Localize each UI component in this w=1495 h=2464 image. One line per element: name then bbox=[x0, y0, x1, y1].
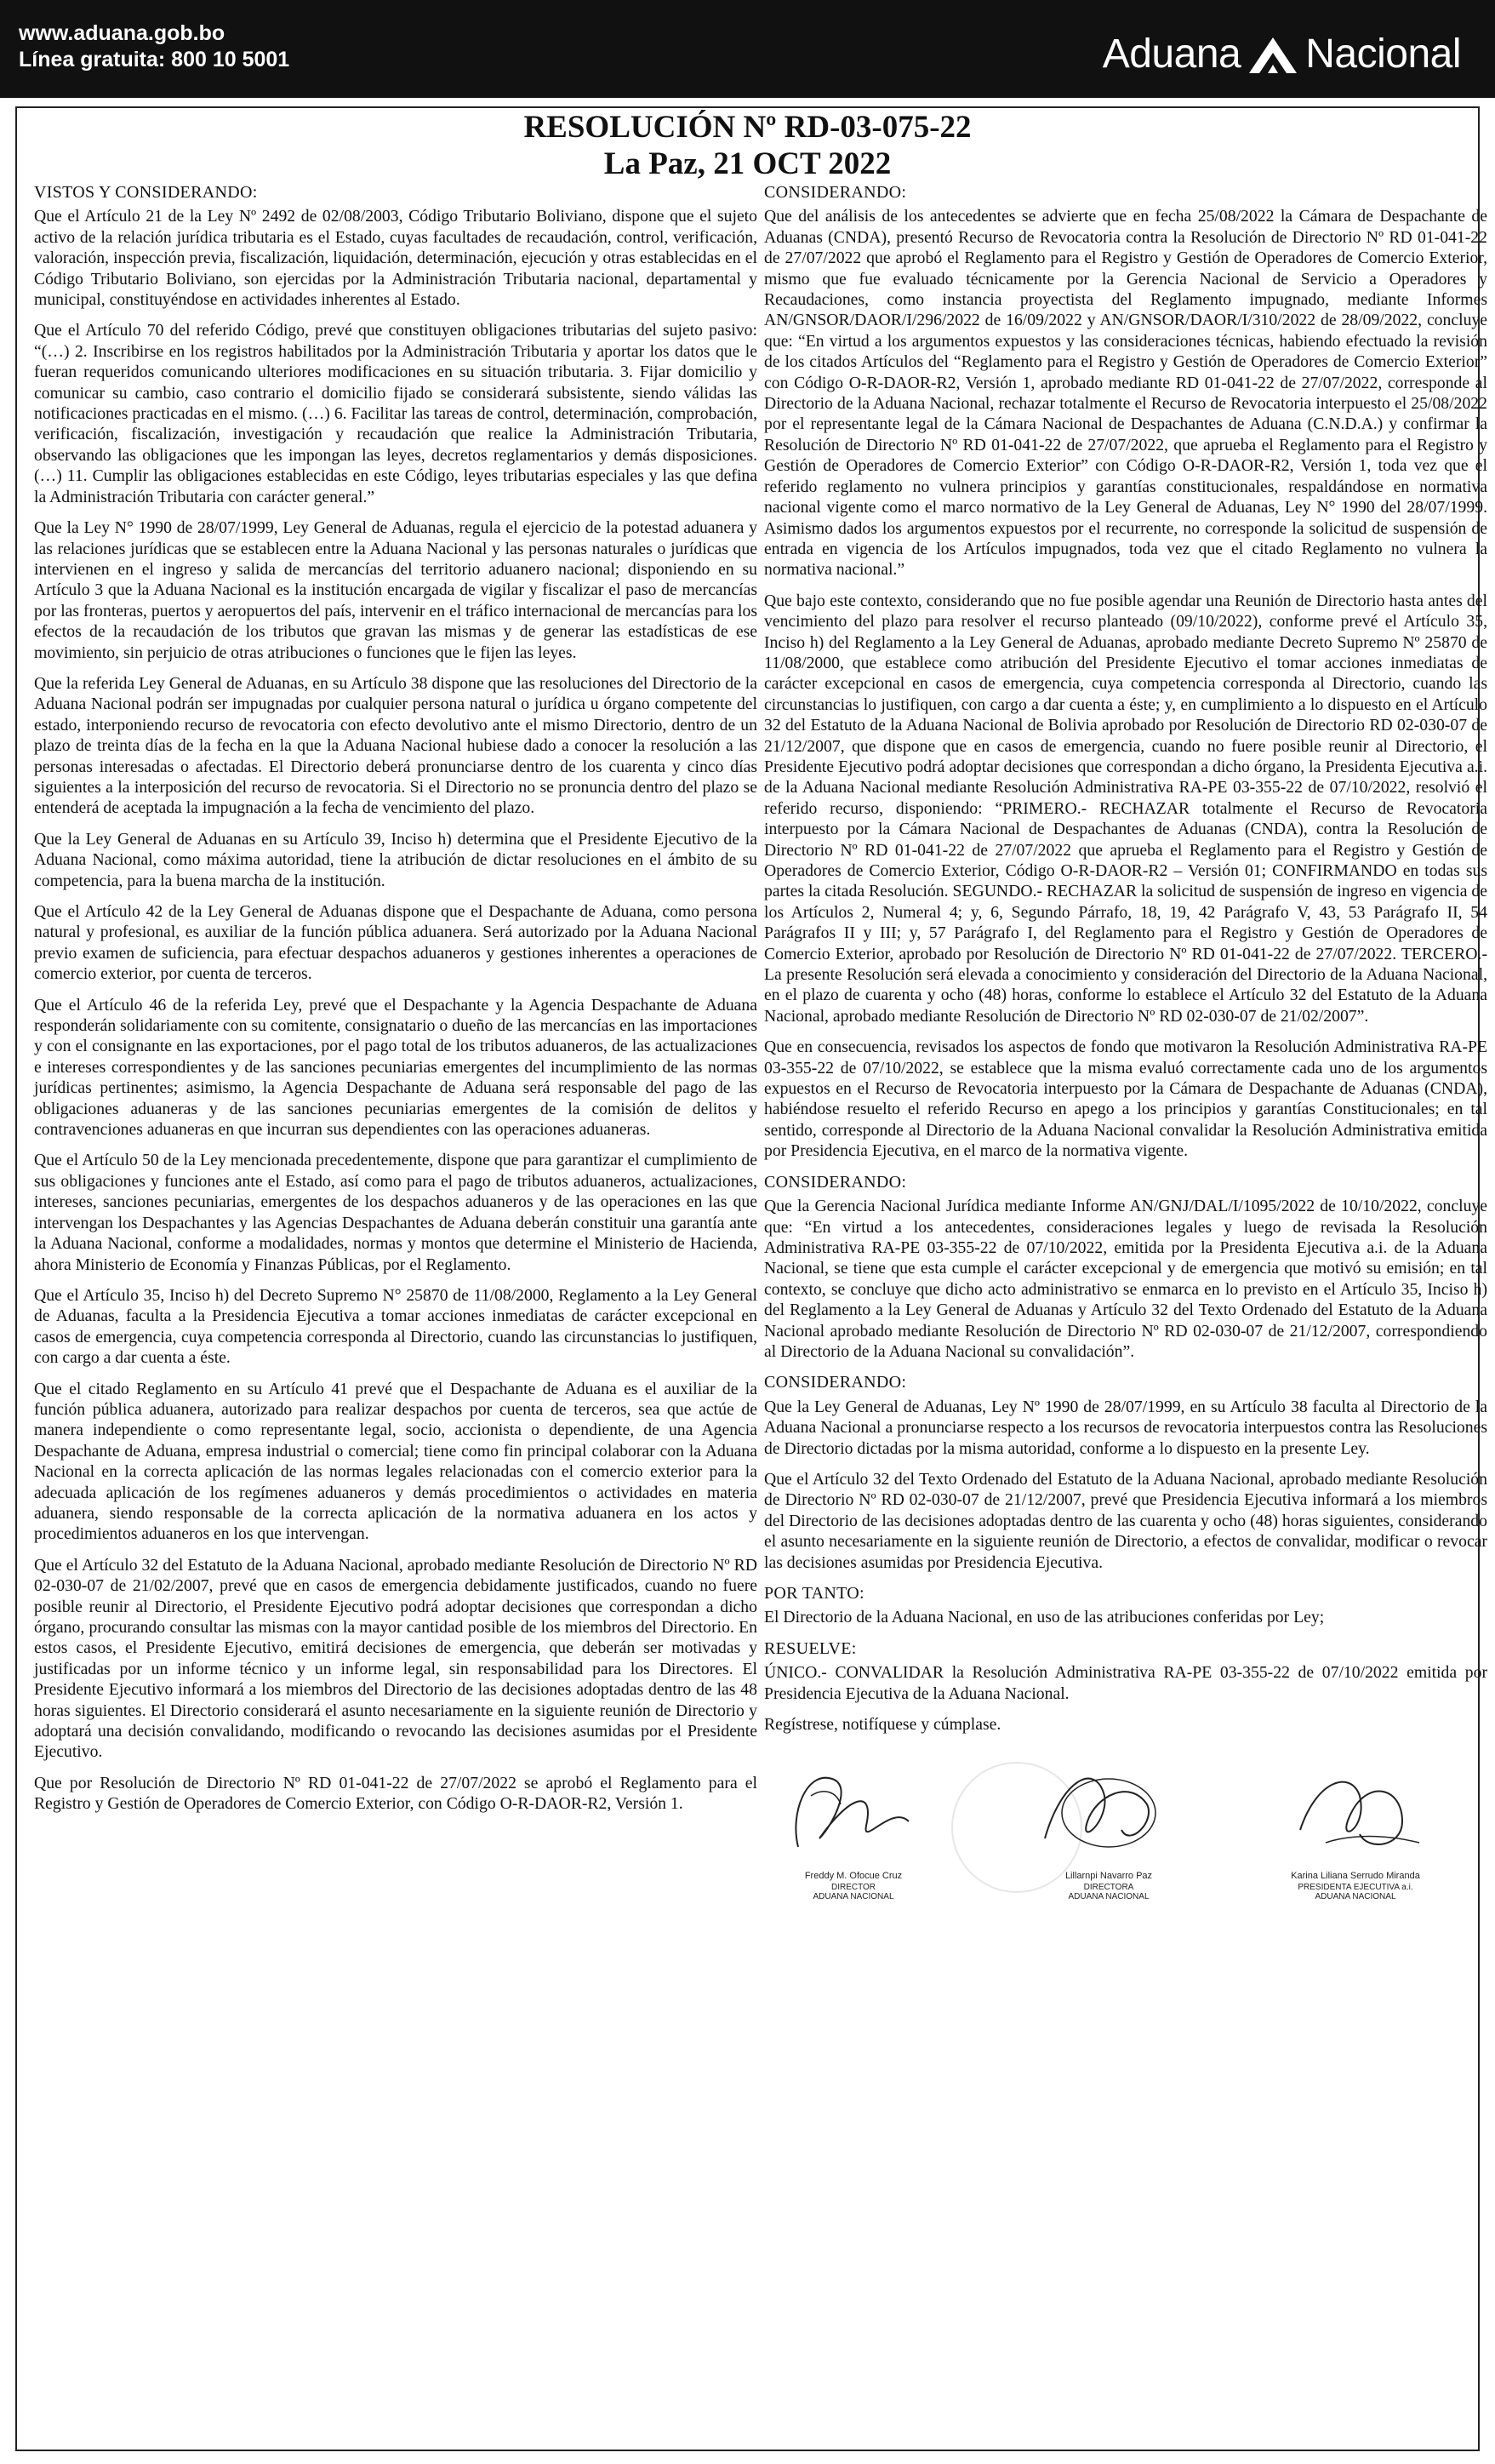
paragraph: Que en consecuencia, revisados los aspectos de fondo que motivaron la Resolución Administrativa RA-PE 03-355-22 de 07/10/2022, se establece que la misma evaluó correctamente cada uno de los argumentos expuestos en el Recurso de Revocatoria interpuesto por la Cámara de Despachante de Aduanas (CNDA), habiéndose resuelto el referido Recurso en apego a los principios y garantías Constitucionales; en tal sentido, corresponde al Directorio de la Aduana Nacional convalidar la Resolución Administrativa emitida por Presidencia Ejecutiva, en el marco de la normativa vigente. bbox=[764, 1038, 1487, 1161]
paragraph: Que el Artículo 70 del referido Código, prevé que constituyen obligaciones tributarias del sujeto pasivo: “(…) 2. Inscribirse en los registros habilitados por la Administración Tributaria y aportar los datos que le fueran requeridos comunicando ulteriores modificaciones en su situación tributaria. 3. Fijar domicilio y comunicar su cambio, caso contrario el domicilio fijado se considerará subsistente, siendo válidas las notificaciones practicadas en el mismo. (…) 6. Facilitar las tareas de control, determinación, comprobación, verificación, fiscalización, investigación y recaudación que realice la Administración Tributaria, observando las obligaciones que les impongan las leyes, decretos reglamentarios y demás disposiciones. (…) 11. Cumplir las obligaciones establecidas en este Código, leyes tributarias especiales y las que defina la Administración Tributaria con carácter general.” bbox=[34, 321, 757, 506]
paragraph: El Directorio de la Aduana Nacional, en uso de las atribuciones conferidas por Ley; bbox=[764, 1608, 1325, 1627]
signatory-institution: ADUANA NACIONAL bbox=[813, 1892, 894, 1902]
signatory-title: DIRECTORA bbox=[1083, 1883, 1134, 1893]
signatory-title: PRESIDENTA EJECUTIVA a.i. bbox=[1298, 1883, 1413, 1893]
paragraph: Que la Gerencia Nacional Jurídica mediante Informe AN/GNJ/DAL/I/1095/2022 de 10/10/2022, concluye que: “En virtud a los antecedentes, consideraciones legales y luego de revisada la Resolución Administrativa RA-PE 03-355-22 de 07/10/2022, emitida por la Presidenta Ejecutiva a.i. de la Aduana Nacional, se tiene que esta cumple el carácter excepcional y de emergencia que motivó su emisión; en tal contexto, se concluye que dicho acto administrativo se enmarca en lo previsto en el Artículo 35, Inciso h) del Reglamento a la Ley General de Aduanas y Artículo 32 del Texto Ordenado del Estatuto de la Aduana Nacional aprobado mediante Resolución de Directorio Nº RD 02-030-07 de 21/12/2007, correspondiendo al Directorio de la Aduana Nacional su convalidación”. bbox=[764, 1197, 1487, 1361]
paragraph: Que el Artículo 46 de la referida Ley, prevé que el Despachante y la Agencia Despachante de Aduana responderán solidariamente con su comitente, consignatario o dueño de las mercancías en las importaciones y con el consignante en las exportaciones, por el pago total de los tributos aduaneros, de las actualizaciones e intereses correspondientes y de las sanciones pecuniarias emergentes del incumplimiento de las normas jurídicas pertinentes; asimismo, la Agencia Despachante de Aduana será responsable del pago de las obligaciones aduaneras y de las sanciones pecuniarias emergentes de la comisión de delitos y contravenciones aduaneras en que incurran sus dependientes con las operaciones aduaneras. bbox=[34, 995, 757, 1140]
paragraph: Que del análisis de los antecedentes se advierte que en fecha 25/08/2022 la Cámara de Despachante de Aduanas (CNDA), presentó Recurso de Revocatoria contra la Resolución de Directorio Nº RD 01-041-22 de 27/07/2022 que aprobó el Reglamento para el Registro y Gestión de Operadores de Comercio Exterior, mismo que fue evaluado técnicamente por la Gerencia Nacional de Servicio a Operadores y Recaudaciones, como instancia proyectista del Reglamento impugnado, mediante Informes AN/GNSOR/DAOR/I/296/2022 de 16/09/2022 y AN/GNSOR/DAOR/I/310/2022 de 28/09/2022, concluye que: “En virtud a los argumentos expuestos y las consideraciones técnicas, habiendo efectuado la revisión de los citados Artículos del “Reglamento para el Registro y Gestión de Operadores de Comercio Exterior” con Código O-R-DAOR-R2, Versión 1, aprobado mediante RD 01-041-22 de 27/07/2022, corresponde al Directorio de la Aduana Nacional, rechazar totalmente el Recurso de Revocatoria interpuesto el 25/08/2022 por el representante legal de la Cámara Nacional de Despachantes de Aduana (C.N.D.A.) y confirmar la Resolución de Directorio Nº RD 01-041-22 de 27/07/2022, que aprueba el Reglamento para el Registro y Gestión de Operadores de Comercio Exterior” con Código O-R-DAOR-R2, Versión 1, toda vez que el referido reglamento no vulnera principios y garantías constitucionales, respaldándose en normativa nacional vigente como el marco normativo de la Ley General de Aduanas, Ley N° 1990 del 28/07/1999. Asimismo dados los argumentos expuestos por el recurrente, no corresponde la solicitud de suspensión de entrada en vigencia de los Artículos impugnados, toda vez que el citado Reglamento no vulnera la normativa nacional.” bbox=[764, 207, 1487, 580]
paragraph: Que por Resolución de Directorio Nº RD 01-041-22 de 27/07/2022 se aprobó el Reglamento para el Registro y Gestión de Operadores de Comercio Exterior, con Código O-R-DAOR-R2, Versión 1. bbox=[34, 1773, 757, 1814]
place-date: La Paz, 21 OCT 2022 bbox=[603, 146, 892, 181]
signature-director-2 bbox=[1028, 1745, 1190, 1919]
paragraph: Que el citado Reglamento en su Artículo 41 prevé que el Despachante de Aduana es el auxiliar de la función pública aduanera, autorizado para realizar despachos por cuenta de terceros, sea que actúe de manera independiente o como representante legal, socio, accionista o dependiente, de una Agencia Despachante de Aduana, empresa industrial o comercial; tiene como fin principal colaborar con la Aduana Nacional en la correcta aplicación de las normas legales relacionadas con el comercio exterior para la adecuada aplicación de los regímenes aduaneros y demás procedimientos o actividades en materia aduanera, siendo responsable de la correcta aplicación de la normativa aduanera en los actos y procedimientos aduaneros en los que intervengan. bbox=[34, 1379, 757, 1544]
right-column bbox=[764, 182, 1487, 1919]
signatory-name: Freddy M. Ofocue Cruz bbox=[804, 1871, 903, 1882]
signatory-name: Lillarnpi Navarro Paz bbox=[1064, 1871, 1153, 1882]
section-heading-por-tanto: POR TANTO: bbox=[764, 1584, 864, 1603]
mountain-logo-icon bbox=[1249, 36, 1297, 73]
paragraph: Que la Ley N° 1990 de 28/07/1999, Ley General de Aduanas, regula el ejercicio de la potestad aduanera y las relaciones jurídicas que se establecen entre la Aduana Nacional y las personas naturales o jurídicas que intervienen en el ingreso y salida de mercancías del territorio aduanero nacional; disponiendo en su Artículo 3 que la Aduana Nacional es la institución encargada de vigilar y fiscalizar el paso de mercancías por las fronteras, puertos y aeropuertos del país, intervenir en el tráfico internacional de mercancías para los efectos de la recaudación de los tributos que gravan las mismas y de generar las estadísticas de ese movimiento, sin perjuicio de otras atribuciones o funciones que le fijen las leyes. bbox=[34, 518, 757, 662]
signatory-role bbox=[1028, 1883, 1190, 1901]
paragraph: Que la Ley General de Aduanas en su Artículo 39, Inciso h) determina que el Presidente Ejecutivo de la Aduana Nacional, como máxima autoridad, tiene la atribución de dictar resoluciones en el ámbito de su competencia, para la buena marcha de la institución. bbox=[34, 829, 757, 890]
resolution-operative-paragraph: ÚNICO.- CONVALIDAR la Resolución Administrativa RA-PE 03-355-22 de 07/10/2022 emitida por Presidencia Ejecutiva de la Aduana Nacional. bbox=[764, 1663, 1487, 1703]
left-column bbox=[34, 182, 757, 1825]
document-title-block bbox=[0, 109, 1495, 182]
section-heading: CONSIDERANDO: bbox=[764, 183, 907, 202]
logo-text-right: Nacional bbox=[1305, 31, 1461, 77]
signatory-role bbox=[1275, 1883, 1436, 1901]
section-heading: CONSIDERANDO: bbox=[764, 1373, 907, 1392]
signature-block bbox=[764, 1745, 1487, 1919]
logo-text-left: Aduana bbox=[1102, 31, 1241, 77]
handwritten-signature-icon bbox=[773, 1745, 934, 1872]
section-heading: VISTOS Y CONSIDERANDO: bbox=[34, 183, 258, 202]
signatory-name: Karina Liliana Serrudo Miranda bbox=[1291, 1871, 1420, 1882]
contact-info bbox=[19, 20, 289, 73]
paragraph: Que bajo este contexto, considerando que no fue posible agendar una Reunión de Directorio hasta antes del vencimiento del plazo para resolver el recurso planteado (09/10/2022), conforme prevé el Artículo 35, Inciso h) del Reglamento a la Ley General de Aduanas, aprobado mediante Decreto Supremo Nº 25870 de 11/08/2000, que establece como atribución del Presidente Ejecutivo el tomar acciones inmediatas de carácter excepcional en casos de emergencia, cuya competencia corresponda al Directorio, cuando las circunstancias lo justifiquen, con cargo a dar cuenta a éste; y, en cumplimiento a lo dispuesto en el Artículo 32 del Estatuto de la Aduana Nacional de Bolivia aprobado por Resolución de Directorio RD 02-030-07 de 21/12/2007, que dispone que en casos de emergencia, cuando no fuere posible reunir al Directorio, el Presidente Ejecutivo podrá adoptar decisiones que correspondan a dicho órgano, la Presidenta Ejecutiva a.i. de la Aduana Nacional mediante Resolución Administrativa RA-PE 03-355-22 de 07/10/2022, resolvió el referido recurso, disponiendo: “PRIMERO.- RECHAZAR totalmente el Recurso de Revocatoria interpuesto por la Cámara Nacional de Despachantes de Aduanas (CNDA), contra la Resolución de Directorio Nº RD 01-041-22 de 27/07/2022 que aprueba el Reglamento para el Registro y Gestión de Operadores de Comercio Exterior, Código O-R-DAOR-R2 – Versión 01; CONFIRMANDO en todas sus partes la citada Resolución. SEGUNDO.- RECHAZAR la solicitud de suspensión de ingreso en vigencia de los Artículos 2, Numeral 4; y, 6, Segundo Párrafo, 18, 19, 42 Parágrafo V, 43, 53 Parágrafo II, 54 Parágrafos II y III; y, 57 Parágrafo I, del Reglamento para el Registro y Gestión de Operadores de Comercio Exterior, aprobado por Resolución de Directorio Nº RD 01-041-22 de 27/07/2022. TERCERO.- La presente Resolución será elevada a conocimiento y consideración del Directorio de la Aduana Nacional, en el plazo de cuarenta y ocho (48) horas, conforme lo establece el Artículo 32 del Estatuto de la Aduana Nacional, aprobado mediante Resolución de Directorio Nº RD 02-030-07 de 21/02/2007”. bbox=[764, 591, 1487, 1026]
section-heading-resuelve: RESUELVE: bbox=[764, 1638, 857, 1658]
signatory-role bbox=[773, 1883, 934, 1901]
paragraph: Que el Artículo 21 de la Ley Nº 2492 de 02/08/2003, Código Tributario Boliviano, dispone que el sujeto activo de la relación jurídica tributaria es el Estado, cuyas facultades de recaudación, control, verificación, valoración, inspección previa, fiscalización, liquidación, determinación, ejecución y otras establecidas en el Código Tributario Boliviano, son ejercidas por la Administración Tributaria nacional, departamental y municipal, constituyéndose en actividades inherentes al Estado. bbox=[34, 207, 757, 310]
paragraph: Que el Artículo 50 de la Ley mencionada precedentemente, dispone que para garantizar el cumplimiento de sus obligaciones y funciones ante el Estado, así como para el pago de tributos aduaneros, actualizaciones, intereses, sanciones pecuniarias, emergentes de los despachos aduaneros y de las operaciones en las que intervengan los Despachantes y las Agencias Despachantes de Aduana deberán constituir una garantía ante la Aduana Nacional, conforme a modalidades, normas y montos que determine el Ministerio de Hacienda, ahora Ministerio de Economía y Finanzas Públicas, por el Reglamento. bbox=[34, 1151, 757, 1274]
aduana-logo bbox=[1103, 31, 1461, 77]
paragraph: Que el Artículo 32 del Estatuto de la Aduana Nacional, aprobado mediante Resolución de Directorio Nº RD 02-030-07 de 21/02/2007, prevé que en casos de emergencia debidamente justificados, cuando no fuere posible reunir al Directorio, el Presidente Ejecutivo podrá adoptar decisiones que correspondan a dicho órgano, procurando consultar las mismas con la mayor cantidad posible de los miembros del Directorio. En estos casos, el Presidente Ejecutivo, emitirá decisiones de emergencia, que deberán ser motivadas y justificadas por un informe técnico y un informe legal, sin responsabilidad para los Directores. El Presidente Ejecutivo informará a los miembros del Directorio de las decisiones adoptadas dentro de las 48 horas siguientes. El Directorio considerará el asunto necesariamente en la siguiente reunión de Directorio y adoptará una decisión convalidando, modificando o revocando las decisiones asumidas por el Presidente Ejecutivo. bbox=[34, 1555, 757, 1762]
closing-formula: Regístrese, notifíquese y cúmplase. bbox=[764, 1715, 1001, 1735]
signatory-institution: ADUANA NACIONAL bbox=[1315, 1892, 1396, 1902]
signatory-title: DIRECTOR bbox=[830, 1883, 876, 1893]
signatory-institution: ADUANA NACIONAL bbox=[1068, 1892, 1150, 1902]
signature-director-1 bbox=[773, 1745, 934, 1919]
paragraph: Que la Ley General de Aduanas, Ley Nº 1990 de 28/07/1999, en su Artículo 38 faculta al Directorio de la Aduana Nacional a pronunciarse respecto a los recursos de revocatoria interpuestos contra las Resoluciones de Directorio dictadas por la misma autoridad, conforme a lo dispuesto en la presente Ley. bbox=[764, 1397, 1487, 1458]
handwritten-signature-icon bbox=[1275, 1745, 1436, 1872]
hotline-text: Línea gratuita: 800 10 5001 bbox=[19, 48, 290, 71]
handwritten-signature-icon bbox=[1028, 1745, 1190, 1872]
header-bar bbox=[0, 0, 1495, 98]
paragraph: Que el Artículo 42 de la Ley General de Aduanas dispone que el Despachante de Aduana, como persona natural y profesional, es auxiliar de la función pública aduanera. Será autorizado por la Aduana Nacional previo examen de suficiencia, para efectuar despachos aduaneros y gestiones inherentes a operaciones de comercio exterior, por cuenta de terceros. bbox=[34, 902, 757, 984]
website-link[interactable]: www.aduana.gob.bo bbox=[19, 21, 225, 45]
paragraph: Que el Artículo 35, Inciso h) del Decreto Supremo N° 25870 de 11/08/2000, Reglamento a la Ley General de Aduanas, faculta a la Presidencia Ejecutiva a tomar acciones inmediatas de carácter excepcional en casos de emergencia, cuya competencia corresponda al Directorio, cuando las circunstancias lo justifiquen, con cargo a dar cuenta a éste. bbox=[34, 1285, 757, 1368]
paragraph: Que la referida Ley General de Aduanas, en su Artículo 38 dispone que las resoluciones del Directorio de la Aduana Nacional podrán ser impugnadas por cualquier persona natural o jurídica u órgano competente del estado, interponiendo recurso de revocatoria con efecto devolutivo ante el mismo Directorio, dentro de un plazo de treinta días de la fecha en la que la Aduana Nacional hubiese dado a conocer la resolución a las personas interesadas o afectadas. El Directorio deberá pronunciarse dentro de los cuarenta y cinco días siguientes a la interposición del recurso de revocatoria. Si el Directorio no se pronuncia dentro del plazo se entenderá de aceptada la impugnación a la fecha de vencimiento del plazo. bbox=[34, 673, 757, 818]
resolution-number: RESOLUCIÓN Nº RD-03-075-22 bbox=[523, 110, 972, 145]
paragraph: Que el Artículo 32 del Texto Ordenado del Estatuto de la Aduana Nacional, aprobado mediante Resolución de Directorio Nº RD 02-030-07 de 21/12/2007, prevé que Presidencia Ejecutiva informará a los miembros del Directorio de las decisiones adoptadas dentro de las cuarenta y ocho (48) horas siguientes, considerando el asunto necesariamente en la siguiente reunión de Directorio, a efectos de convalidar, modificar o revocar las decisiones asumidas por Presidencia Ejecutiva. bbox=[764, 1469, 1487, 1572]
signature-president bbox=[1275, 1745, 1436, 1919]
section-heading: CONSIDERANDO: bbox=[764, 1172, 907, 1192]
